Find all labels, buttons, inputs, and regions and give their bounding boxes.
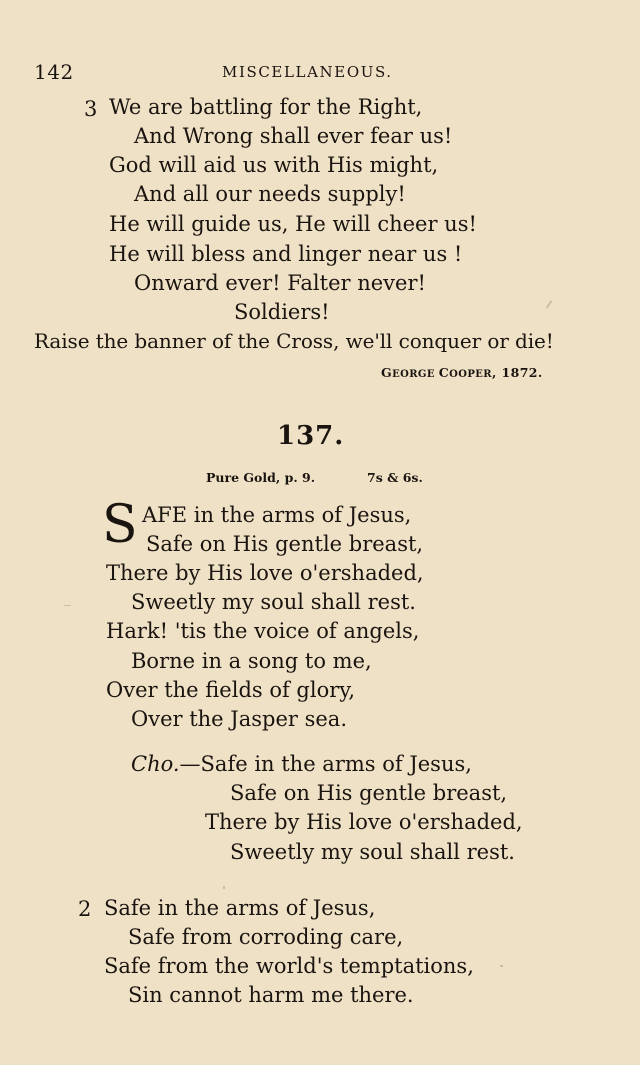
verse-line: We are battling for the Right, [109,95,423,119]
hymn-number: 137. [277,421,345,451]
verse-line: Sin cannot harm me there. [128,983,414,1007]
chorus-first-line: Cho.—Safe in the arms of Jesus, [131,752,472,776]
verse-line: He will guide us, He will cheer us! [109,212,477,236]
paper-speck [64,605,71,606]
meter: 7s & 6s. [367,470,423,485]
verse-line: Safe on His gentle breast, [146,532,424,556]
verse-line: Hark! 'tis the voice of angels, [106,619,420,643]
running-header: MISCELLANEOUS. [222,63,393,81]
verse-line: He will bless and linger near us ! [109,242,463,266]
author-attribution: GEORGE COOPER, 1872. [381,365,543,380]
paper-speck [223,886,225,889]
verse-line: Raise the banner of the Cross, we'll conquer or die! [34,329,554,353]
verse-line: Safe in the arms of Jesus, [104,896,376,920]
verse-number: 3 [84,97,98,121]
verse-line: There by His love o'ershaded, [106,561,424,585]
verse-line: God will aid us with His might, [109,153,439,177]
page-number: 142 [34,60,74,84]
verse-line: Borne in a song to me, [131,649,372,673]
verse-line: Sweetly my soul shall rest. [131,590,416,614]
paper-speck [546,300,553,309]
paper-speck [500,965,503,967]
chorus-label: Cho. [131,752,180,776]
verse-line: Safe from corroding care, [128,925,404,949]
chorus-line: There by His love o'ershaded, [205,810,523,834]
chorus-line: Safe on His gentle breast, [230,781,508,805]
verse-line: Soldiers! [234,300,330,324]
chorus-line: Sweetly my soul shall rest. [230,840,515,864]
verse-line: Onward ever! Falter never! [134,271,426,295]
verse-line: AFE in the arms of Jesus, [142,503,412,527]
drop-cap: S [102,495,138,555]
verse-number: 2 [78,897,92,921]
verse-line: Safe from the world's temptations, [104,954,474,978]
verse-line: Over the Jasper sea. [131,707,347,731]
verse-line: And Wrong shall ever fear us! [134,124,453,148]
tune-reference: Pure Gold, p. 9. [206,470,316,485]
verse-line: And all our needs supply! [134,182,406,206]
verse-line: Over the fields of glory, [106,678,356,702]
